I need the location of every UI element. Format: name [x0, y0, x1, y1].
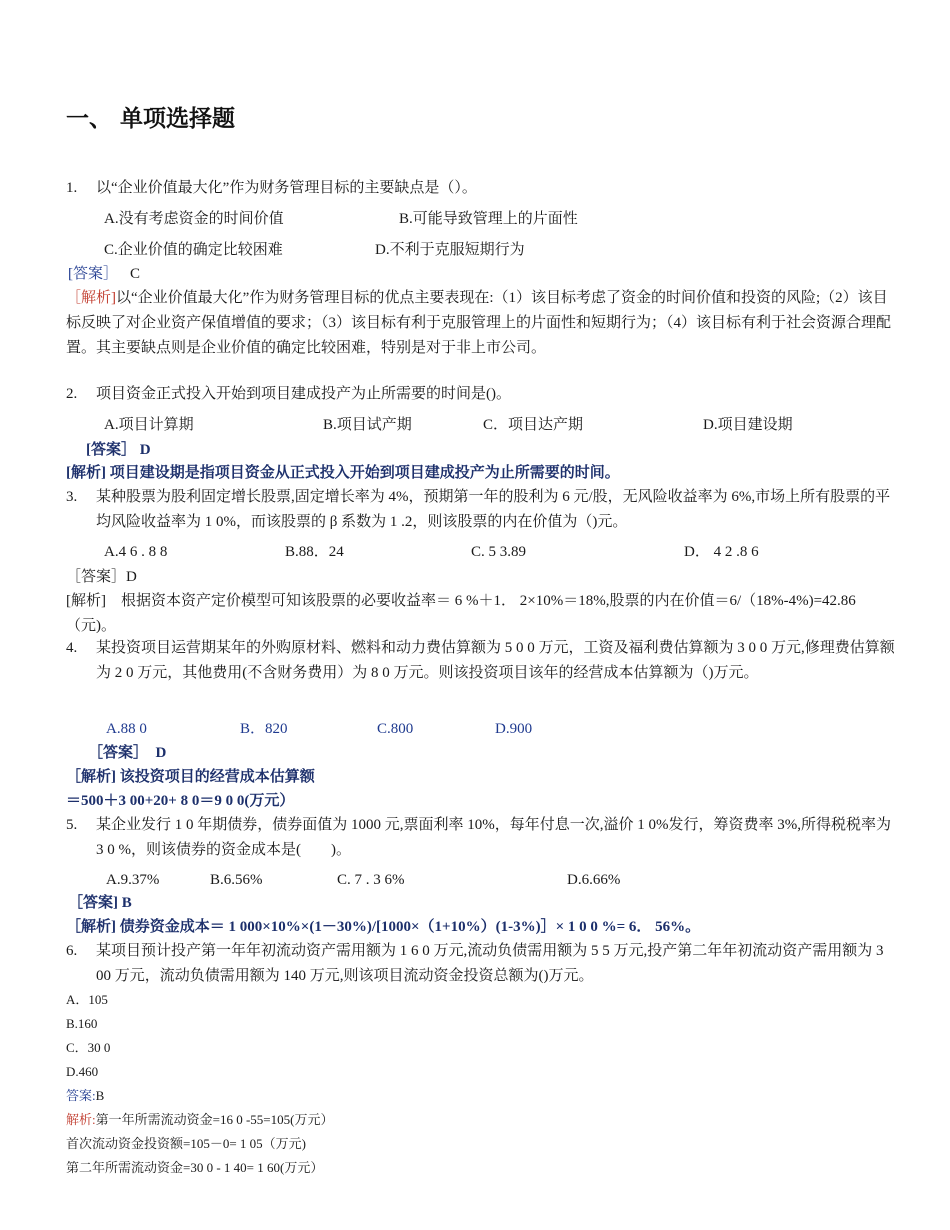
section-heading: 一、 单项选择题 — [66, 106, 236, 132]
q3-option-a: A.4 6 . 8 8 — [104, 544, 168, 560]
question-number: 6. — [66, 943, 78, 959]
q2-answer: [答案］ D — [86, 442, 151, 458]
answer-value: C — [130, 266, 141, 282]
question-1-stem: 1. 以“企业价值最大化”作为财务管理目标的主要缺点是（）。 — [66, 176, 896, 201]
analysis-label: ［解析] — [66, 290, 116, 306]
question-number: 3. — [66, 489, 78, 505]
q1-analysis — [66, 286, 896, 361]
answer-label: [答案］ — [68, 266, 118, 282]
q4-analysis-line-1: ［解析] 该投资项目的经营成本估算额 — [66, 769, 315, 785]
q5-option-b: B.6.56% — [210, 872, 263, 888]
q6-answer — [66, 1086, 104, 1106]
q2-option-a: A.项目计算期 — [104, 417, 194, 433]
q6-option-c: C．30 0 — [66, 1040, 111, 1055]
q3-analysis: [解析] 根据资本资产定价模型可知该股票的必要收益率＝ 6 %＋1． 2×10%＝18%,股票的内在价值＝6/（18%-4%)=42.86（元)。 — [66, 593, 856, 634]
answer-label: 答案: — [66, 1088, 96, 1103]
q5-option-a: A.9.37% — [106, 872, 160, 888]
q5-answer: ［答案] B — [68, 895, 132, 911]
answer-value: B — [95, 1088, 105, 1103]
question-2-stem: 2. 项目资金正式投入开始到项目建成投产为止所需要的时间是()。 — [66, 382, 896, 407]
q2-analysis: [解析] 项目建设期是指项目资金从正式投入开始到项目建成投产为止所需要的时间。 — [66, 465, 620, 481]
question-number: 5. — [66, 817, 78, 833]
question-5-stem: 5. 某企业发行 1 0 年期债券，债券面值为 1000 元,票面利率 10%，每年付息一次,溢价 1 0%发行，筹资费率 3%,所得税税率为 3 0 %，则该债券的资金成本是( )。 — [66, 813, 896, 863]
analysis-text: 第一年所需流动资金=16 0 -55=105(万元） — [95, 1112, 334, 1127]
q5-option-c: C. 7 . 3 6% — [337, 872, 405, 888]
q4-option-a: A.88 0 — [106, 721, 147, 737]
question-4-stem: 4. 某投资项目运营期某年的外购原材料、燃料和动力费估算额为 5 0 0 万元，工资及福利费估算额为 3 0 0 万元,修理费估算额为 2 0 万元，其他费用(不含财务费用）为 8 0 万元。则该投资项目该年的经营成本估算额为（)万元。 — [66, 636, 896, 686]
question-number: 2. — [66, 386, 78, 402]
q6-analysis-line-1 — [66, 1110, 333, 1130]
q4-option-c: C.800 — [377, 721, 414, 737]
q3-option-d: D． 4 2 .8 6 — [684, 544, 759, 560]
q6-option-a: A．105 — [66, 992, 108, 1007]
q3-answer: ［答案］D — [66, 569, 137, 585]
q1-option-b: B.可能导致管理上的片面性 — [399, 211, 578, 227]
question-number: 4. — [66, 640, 78, 656]
q4-option-b: B．820 — [240, 721, 288, 737]
question-number: 1. — [66, 180, 78, 196]
analysis-label: 解析: — [66, 1112, 96, 1127]
q4-option-d: D.900 — [495, 721, 533, 737]
q1-option-a: A.没有考虑资金的时间价值 — [104, 211, 284, 227]
q2-option-b: B.项目试产期 — [323, 417, 412, 433]
q4-analysis-line-2: ＝500＋3 00+20+ 8 0＝9 0 0(万元） — [66, 793, 295, 809]
q3-option-b: B.88．24 — [285, 544, 344, 560]
q4-answer: ［答案］ D — [88, 745, 167, 761]
q1-answer — [68, 262, 140, 286]
question-6-stem: 6. 某项目预计投产第一年年初流动资产需用额为 1 6 0 万元,流动负债需用额为 5 5 万元,投产第二年年初流动资产需用额为 3 00 万元，流动负债需用额为 140 万元,则该项目流动资金投资总额为()万元。 — [66, 939, 896, 989]
q1-option-d: D.不利于克服短期行为 — [375, 242, 525, 258]
q6-analysis-line-2: 首次流动资金投资额=105－0= 1 05（万元) — [66, 1136, 306, 1151]
q6-option-b: B.160 — [66, 1016, 98, 1031]
q1-option-c: C.企业价值的确定比较困难 — [104, 242, 283, 258]
q3-option-c: C. 5 3.89 — [471, 544, 527, 560]
q6-option-d: D.460 — [66, 1064, 99, 1079]
q5-option-d: D.6.66% — [567, 872, 621, 888]
question-3-stem: 3. 某种股票为股利固定增长股票,固定增长率为 4%，预期第一年的股利为 6 元/股，无风险收益率为 6%,市场上所有股票的平均风险收益率为 1 0%，而该股票的 β 系数为 1 .2，则该股票的内在价值为（)元。 — [66, 485, 896, 535]
q5-analysis: ［解析] 债券资金成本＝ 1 000×10%×(1－30%)/[1000×（1+10%）(1-3%)］× 1 0 0 %= 6． 56%。 — [66, 919, 701, 935]
q2-option-d: D.项目建设期 — [703, 417, 793, 433]
analysis-text: 以“企业价值最大化”作为财务管理目标的优点主要表现在:（1）该目标考虑了资金的时间价值和投资的风险;（2）该目标反映了对企业资产保值增值的要求；（3）该目标有利于克服管理上的片面性和短期行为；（4）该目标有利于社会资源合理配置。其主要缺点则是企业价值的确定比较困难，特别是对于非上市公司。 — [66, 290, 892, 356]
q2-option-c: C．项目达产期 — [483, 417, 584, 433]
q6-analysis-line-3: 第二年所需流动资金=30 0 - 1 40= 1 60(万元） — [66, 1160, 324, 1175]
